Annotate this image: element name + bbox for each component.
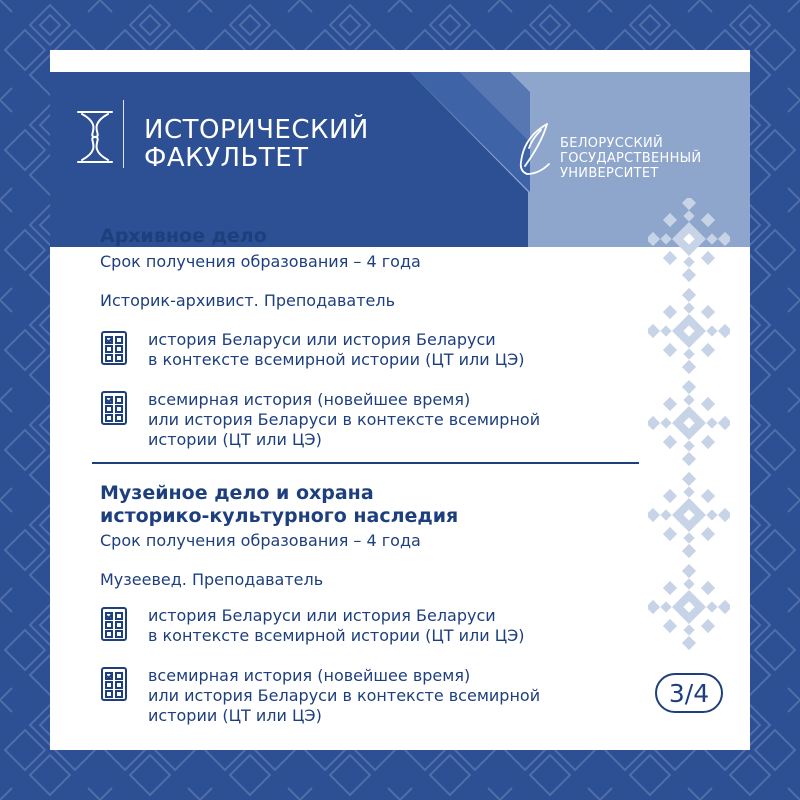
section-qualification: Музеевед. Преподаватель <box>100 570 324 589</box>
exam-line: всемирная история (новейшее время) <box>148 390 471 409</box>
header-content <box>50 72 750 247</box>
section-title: Архивное дело <box>100 225 267 247</box>
exam-sheet-icon <box>100 330 128 366</box>
exam-text <box>148 330 525 370</box>
exam-text <box>148 606 525 646</box>
section-qualification: Историк-архивист. Преподаватель <box>100 291 396 310</box>
snowflake-ornament-icon <box>648 472 730 558</box>
section-duration: Срок получения образования – 4 года <box>100 252 421 271</box>
exam-line: история Беларуси или история Беларуси <box>148 330 496 349</box>
faculty-logo-icon <box>74 108 116 166</box>
exam-sheet-icon <box>100 666 128 702</box>
snowflake-ornament-column <box>648 198 730 668</box>
section-title-line2: историко-культурного наследия <box>100 505 459 527</box>
section-duration: Срок получения образования – 4 года <box>100 531 421 550</box>
exam-line: истории (ЦТ или ЦЭ) <box>148 706 322 725</box>
university-title-line2: ГОСУДАРСТВЕННЫЙ <box>560 151 702 166</box>
exam-line: или история Беларуси в контексте всемирной <box>148 686 541 705</box>
exam-line: в контексте всемирной истории (ЦТ или ЦЭ) <box>148 626 525 645</box>
section-divider <box>92 462 639 464</box>
exam-item <box>100 606 525 646</box>
snowflake-ornament-icon <box>648 380 730 466</box>
university-title-line1: БЕЛОРУССКИЙ <box>560 136 664 151</box>
exam-item <box>100 666 540 726</box>
exam-text <box>148 666 540 726</box>
exam-line: истории (ЦТ или ЦЭ) <box>148 430 322 449</box>
section-museum <box>100 482 660 590</box>
page-indicator: 3/4 <box>655 673 723 713</box>
section-archive <box>100 225 640 311</box>
snowflake-ornament-icon <box>648 288 730 374</box>
university-title-line3: УНИВЕРСИТЕТ <box>560 166 659 181</box>
exam-line: всемирная история (новейшее время) <box>148 666 471 685</box>
content-card <box>50 50 750 750</box>
exam-line: история Беларуси или история Беларуси <box>148 606 496 625</box>
section-title-line1: Музейное дело и охрана <box>100 482 374 504</box>
faculty-title <box>144 116 369 172</box>
exam-line: в контексте всемирной истории (ЦТ или ЦЭ) <box>148 350 525 369</box>
faculty-title-line2: ФАКУЛЬТЕТ <box>144 143 309 173</box>
university-title <box>560 136 701 181</box>
exam-line: или история Беларуси в контексте всемирной <box>148 410 541 429</box>
snowflake-ornament-icon <box>648 564 730 650</box>
exam-sheet-icon <box>100 606 128 642</box>
section-title <box>100 482 660 528</box>
quill-icon <box>513 122 555 178</box>
exam-item <box>100 390 540 450</box>
card-top-strip <box>50 50 750 72</box>
exam-text <box>148 390 540 450</box>
snowflake-ornament-icon <box>648 198 730 282</box>
faculty-title-line1: ИСТОРИЧЕСКИЙ <box>144 115 369 145</box>
exam-item <box>100 330 525 370</box>
header-divider <box>123 100 124 168</box>
exam-sheet-icon <box>100 390 128 426</box>
